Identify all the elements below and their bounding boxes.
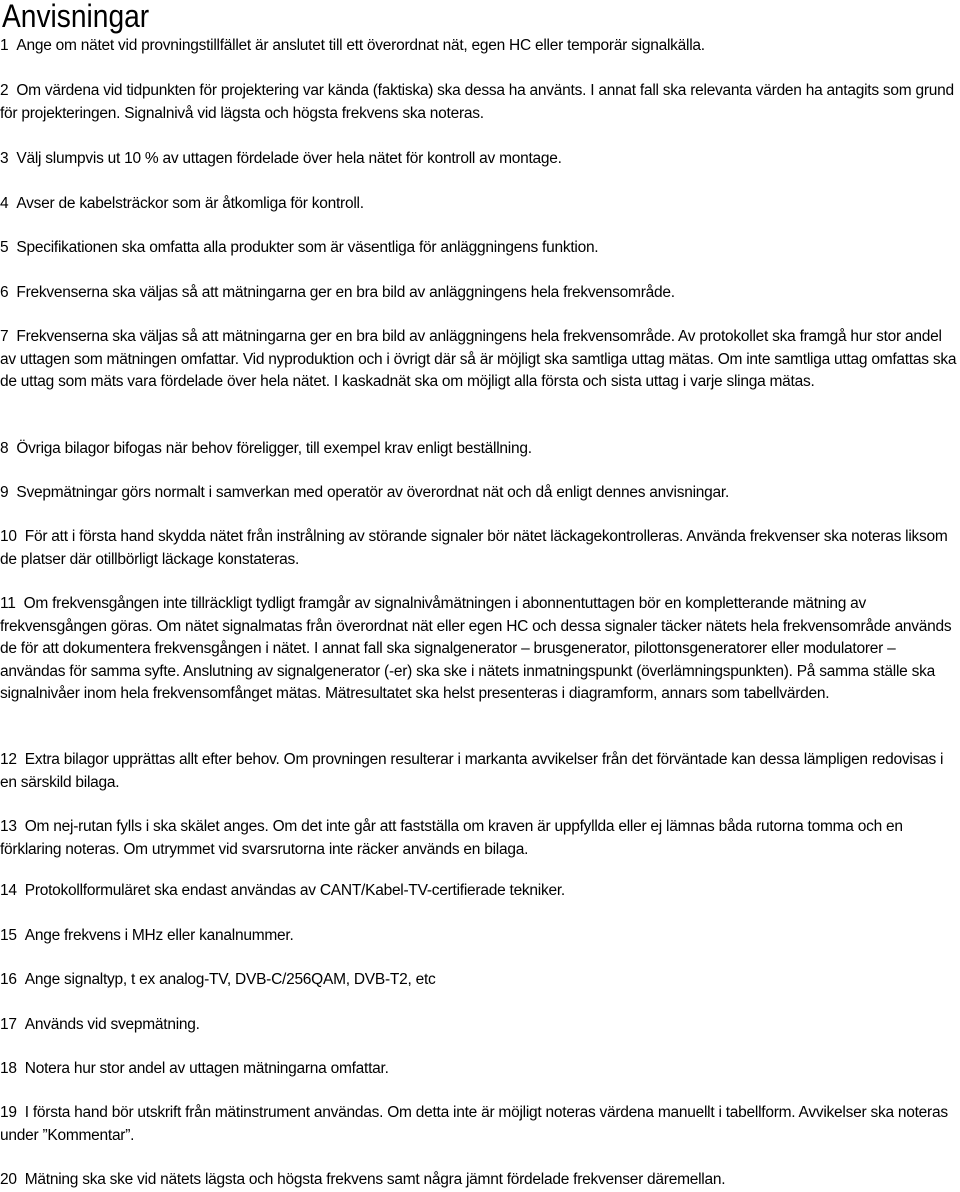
note-10 bbox=[0, 526, 960, 571]
note-14 bbox=[0, 880, 960, 903]
note-text: Övriga bilagor bifogas när behov föreligger, till exempel krav enligt beställning. bbox=[16, 440, 532, 457]
note-number: 9 bbox=[0, 484, 9, 501]
note-4 bbox=[0, 193, 960, 216]
note-text: Ange signaltyp, t ex analog-TV, DVB-C/256QAM, DVB-T2, etc bbox=[24, 971, 436, 988]
note-text: Ange frekvens i MHz eller kanalnummer. bbox=[24, 927, 294, 944]
note-text: Specifikationen ska omfatta alla produkter som är väsentliga för anläggningens funktion. bbox=[16, 239, 599, 256]
note-number: 1 bbox=[0, 37, 9, 54]
note-18 bbox=[0, 1058, 960, 1081]
note-text: Protokollformuläret ska endast användas av CANT/Kabel-TV-certifierade tekniker. bbox=[24, 882, 565, 899]
note-text: Extra bilagor upprättas allt efter behov. Om provningen resulterar i markanta avvikelser från det förväntade kan dessa lämpligen redovisas i en särskild bilaga. bbox=[0, 751, 944, 791]
note-text: Ange om nätet vid provningstillfället är anslutet till ett överordnat nät, egen HC eller temporär signalkälla. bbox=[16, 37, 705, 54]
note-number: 4 bbox=[0, 195, 9, 212]
note-number: 7 bbox=[0, 328, 9, 345]
note-number: 14 bbox=[0, 882, 17, 899]
page-title: Anvisningar bbox=[2, 0, 150, 34]
note-number: 11 bbox=[0, 595, 16, 612]
note-number: 13 bbox=[0, 818, 17, 835]
note-text: Används vid svepmätning. bbox=[24, 1016, 200, 1033]
note-15 bbox=[0, 925, 960, 948]
note-3 bbox=[0, 148, 960, 171]
note-number: 8 bbox=[0, 440, 9, 457]
note-17 bbox=[0, 1014, 960, 1037]
note-number: 16 bbox=[0, 971, 17, 988]
note-number: 19 bbox=[0, 1104, 17, 1121]
note-number: 3 bbox=[0, 150, 9, 167]
note-12 bbox=[0, 749, 960, 794]
note-8 bbox=[0, 438, 960, 461]
note-6 bbox=[0, 282, 960, 305]
note-19 bbox=[0, 1102, 960, 1147]
note-text: Frekvenserna ska väljas så att mätningarna ger en bra bild av anläggningens hela frekvensområde. Av protokollet ska framgå hur stor andel av uttagen som mätningen omfattar. Vid nyproduktion och i övrigt där så är möjligt ska samtliga uttag mätas. Om inte samtliga uttag omfattas ska de uttag som mäts vara fördelade över hela nätet. I kaskadnät ska om möjligt alla första och sista uttag i varje slinga mätas. bbox=[0, 328, 957, 390]
note-text: Om nej-rutan fylls i ska skälet anges. Om det inte går att fastställa om kraven är uppfyllda eller ej lämnas båda rutorna tomma och en förklaring noteras. Om utrymmet vid svarsrutorna inte räcker används en bilaga. bbox=[0, 818, 903, 858]
note-text: Svepmätningar görs normalt i samverkan med operatör av överordnat nät och då enligt dennes anvisningar. bbox=[16, 484, 730, 501]
note-text: Frekvenserna ska väljas så att mätningarna ger en bra bild av anläggningens hela frekvensområde. bbox=[16, 284, 675, 301]
note-text: I första hand bör utskrift från mätinstrument användas. Om detta inte är möjligt noteras värdena manuellt i tabellform. Avvikelser ska noteras under ”Kommentar”. bbox=[0, 1104, 948, 1144]
note-text: Välj slumpvis ut 10 % av uttagen fördelade över hela nätet för kontroll av montage. bbox=[16, 150, 562, 167]
note-number: 15 bbox=[0, 927, 17, 944]
note-13 bbox=[0, 816, 960, 861]
note-16 bbox=[0, 969, 960, 992]
note-5 bbox=[0, 237, 960, 260]
note-9 bbox=[0, 482, 960, 505]
note-number: 17 bbox=[0, 1016, 17, 1033]
note-11 bbox=[0, 593, 960, 706]
note-number: 18 bbox=[0, 1060, 17, 1077]
note-number: 12 bbox=[0, 751, 17, 768]
note-text: Notera hur stor andel av uttagen mätningarna omfattar. bbox=[24, 1060, 389, 1077]
note-number: 5 bbox=[0, 239, 9, 256]
note-number: 20 bbox=[0, 1171, 17, 1188]
note-text: För att i första hand skydda nätet från instrålning av störande signaler bör nätet läckagekontrolleras. Använda frekvenser ska noteras liksom de platser där otillbörligt läckage konstateras. bbox=[0, 528, 948, 568]
note-number: 2 bbox=[0, 82, 9, 99]
note-1 bbox=[0, 35, 960, 58]
note-number: 6 bbox=[0, 284, 9, 301]
note-text: Mätning ska ske vid nätets lägsta och högsta frekvens samt några jämnt fördelade frekvenser däremellan. bbox=[24, 1171, 726, 1188]
note-text: Om värdena vid tidpunkten för projektering var kända (faktiska) ska dessa ha använts. I annat fall ska relevanta värden ha antagits som grund för projekteringen. Signalnivå vid lägsta och högsta frekvens ska noteras. bbox=[0, 82, 954, 122]
note-7 bbox=[0, 326, 960, 394]
note-number: 10 bbox=[0, 528, 17, 545]
note-text: Avser de kabelsträckor som är åtkomliga för kontroll. bbox=[16, 195, 364, 212]
note-20 bbox=[0, 1169, 960, 1192]
note-text: Om frekvensgången inte tillräckligt tydligt framgår av signalnivåmätningen i abonnentuttagen bör en kompletterande mätning av frekvensgången göras. Om nätet signalmatas från överordnat nät eller egen HC och dessa signaler täcker nätets hela frekvensområde används de för att dokumentera frekvensgången i nätet. I annat fall ska signalgenerator – brusgenerator, pilottonsgeneratorer eller modulatorer – användas för samma syfte. Anslutning av signalgenerator (-er) ska ske i nätets inmatningspunkt (överlämningspunkten). På samma ställe ska signalnivåer inom hela frekvensomfånget mätas. Mätresultatet ska helst presenteras i diagramform, annars som tabellvärden. bbox=[0, 595, 952, 702]
note-2 bbox=[0, 80, 960, 125]
